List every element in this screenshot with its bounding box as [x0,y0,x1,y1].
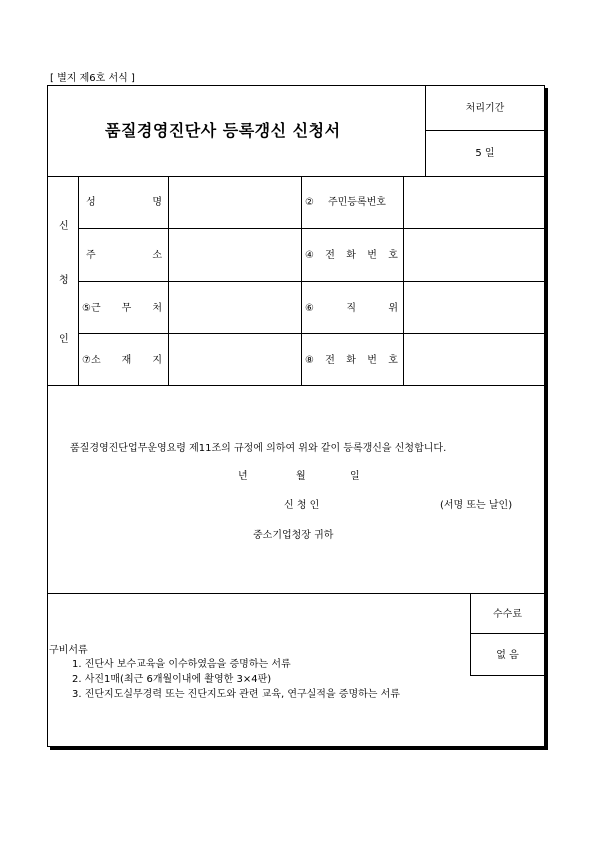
side-col-line [78,176,79,385]
form-tag: [ 별지 제6호 서식 ] [50,73,135,84]
field-name[interactable] [169,177,300,227]
label-resident-number: ② 주민등록번호 [305,197,386,208]
field-address[interactable] [169,229,300,280]
title-divider [425,86,426,176]
date-month: 월 [296,471,306,482]
label-phone-1: ④ 전 화 번 호 [305,250,398,261]
processing-label: 처리기간 [465,103,505,114]
fee-col-line [470,593,471,675]
frame-shadow-right [545,88,548,750]
docs-heading: 구비서류 [49,645,88,656]
form-title: 품질경영진단사 등록갱신 신청서 [105,121,341,140]
field-location[interactable] [169,334,300,384]
field-phone-1[interactable] [404,229,544,280]
field-position[interactable] [404,282,544,332]
processing-divider [425,130,545,131]
side-label-3: 인 [59,334,69,345]
side-label-1: 신 [59,221,69,232]
field-workplace[interactable] [169,282,300,332]
processing-value: 5 일 [475,148,495,159]
mid-col-line [301,176,302,385]
table-bottom-line [48,385,545,386]
label-address: 주 소 [86,250,162,261]
label-name: 성 명 [86,197,162,208]
frame-shadow-bottom [50,747,548,750]
field-resident-number[interactable] [404,177,544,227]
docs-item-1: 1. 진단사 보수교육을 이수하였음을 증명하는 서류 [72,659,291,670]
field-phone-2[interactable] [404,334,544,384]
label-location: ⑦소 재 지 [82,355,162,366]
date-day: 일 [350,471,360,482]
fee-divider [470,633,545,634]
signature-note: (서명 또는 날인) [440,500,513,511]
applicant-signer-label: 신 청 인 [284,500,320,511]
side-label-2: 청 [59,275,69,286]
docs-item-2: 2. 사진1매(최근 6개월이내에 촬영한 3×4판) [72,674,272,685]
label-position: ⑥ 직 위 [305,303,398,314]
label-workplace: ⑤근 무 처 [82,303,162,314]
fee-bottom-line [470,675,545,676]
label-phone-2: ⑧ 전 화 번 호 [305,355,398,366]
docs-item-3: 3. 진단지도실무경력 또는 진단지도와 관련 교육, 연구실적을 증명하는 서류 [72,689,400,700]
statement-text: 품질경영진단업무운영요령 제11조의 규정에 의하여 위와 같이 등록갱신을 신청합니다. [70,443,447,454]
recipient: 중소기업청장 귀하 [253,530,334,541]
fee-value: 없 음 [496,650,519,661]
date-year: 년 [238,471,248,482]
fee-label: 수수료 [493,609,522,620]
